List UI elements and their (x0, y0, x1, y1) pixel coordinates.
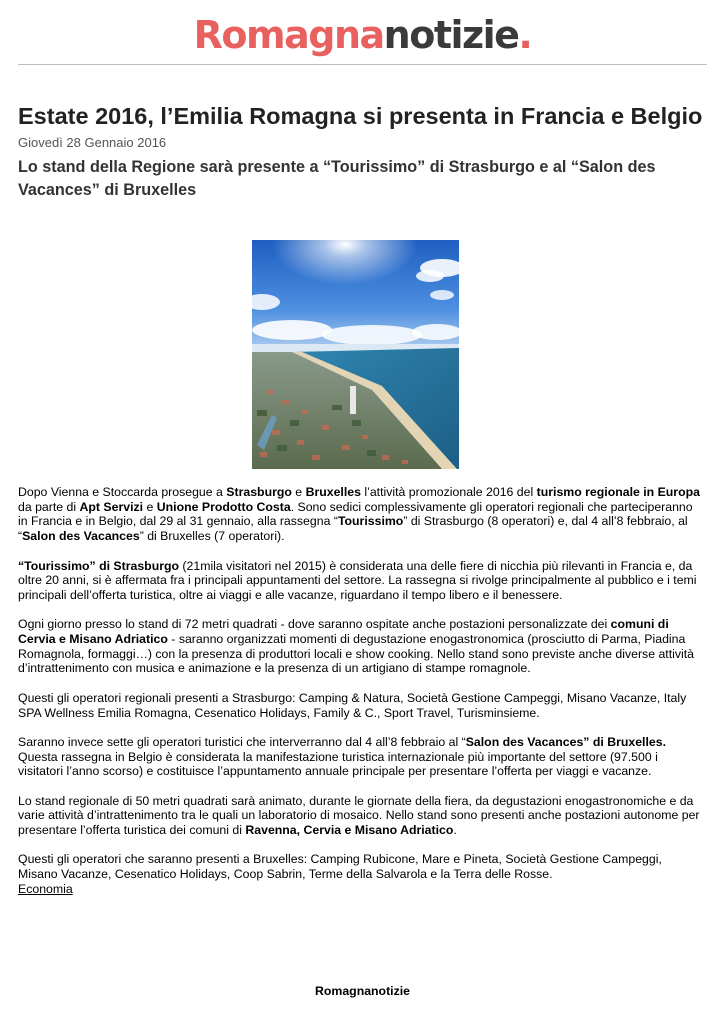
article-subtitle: Lo stand della Regione sarà presente a “Tourissimo” di Strasburgo e al “Salon des Vacances” di Bruxelles (18, 158, 656, 199)
text-run: Saranno invece sette gli operatori turistici che interverranno dal 4 all’8 febbraio al “ (18, 734, 466, 749)
article-body (18, 485, 703, 897)
bold-salon-bruxelles: Salon des Vacances” di Bruxelles. (465, 734, 666, 749)
text-run: e (291, 485, 306, 499)
text-run: Questi gli operatori regionali presenti a Strasburgo: Camping & Natura, Società Gestione Campeggi, Misano Vacanze, Italy SPA Wellness Emilia Romagna, Cesenatico Holidays, Family & C., Sport Travel, Turisminsieme. (18, 690, 687, 720)
text-run: Ogni giorno presso lo stand di 72 metri quadrati - dove saranno ospitate anche postazioni personalizzate dei (18, 617, 611, 632)
text-run: Dopo Vienna e Stoccarda prosegue a (18, 485, 227, 499)
text-run: e (143, 499, 157, 514)
logo-dot: . (518, 13, 532, 57)
article-photo (252, 240, 459, 469)
site-logo[interactable] (0, 10, 725, 60)
text-run: da parte di (18, 499, 80, 514)
header-divider (18, 64, 707, 65)
bold-apt-servizi: Apt Servizi (79, 499, 144, 514)
bold-bruxelles: Bruxelles (305, 485, 361, 499)
article-title: Estate 2016, l’Emilia Romagna si presenta in Francia e Belgio (18, 103, 703, 129)
bold-comuni: comuni di Cervia e Misano Adriatico (18, 617, 669, 646)
text-run: - saranno organizzati momenti di degustazione enogastronomica (prosciutto di Parma, Piadina Romagnola, formaggi…) con la presenza di produttori locali e show cooking. Nello stand sono previste anche diverse attività d’intrattenimento con musica e animazione e la presenza di un artigiano di stampe romagnole. (18, 632, 695, 676)
text-run: (21mila visitatori nel 2015) è considerata una delle fiere di nicchia più rilevanti in Francia e, da oltre 20 anni, si è affermata fra i principali appuntamenti del settore. La rassegna si rivolge principalmente al pubblico e i temi principali dell’offerta turistica, oltre ai viaggi e alle vacanze, riguardano il tempo libero e il benessere. (18, 558, 697, 602)
paragraph-3 (18, 617, 703, 676)
bold-unione-prodotto-costa: Unione Prodotto Costa (156, 499, 291, 514)
aerial-coast-photo-icon (252, 240, 459, 469)
paragraph-4 (18, 691, 703, 720)
paragraph-2 (18, 559, 703, 603)
bold-strasburgo: Strasburgo (226, 485, 292, 499)
text-run: l’attività promozionale 2016 del (360, 485, 537, 499)
text-run: Questa rassegna in Belgio è considerata la manifestazione turistica internazionale più importante del settore (97.500 i visitatori l’anno scorso) e costituisce l’appuntamento annuale principale per presentare l’offerta per viaggi e vacanze. (18, 749, 658, 779)
footer-brand: Romagnanotizie (315, 984, 410, 998)
text-run: . Sono sedici complessivamente gli operatori regionali che parteciperanno in Francia e in Belgio, dal 29 al 31 gennaio, alla rassegna “ (18, 499, 693, 529)
bold-tourissimo: Tourissimo (337, 514, 404, 529)
category-link-economia[interactable]: Economia (18, 881, 73, 896)
text-run: ” di Bruxelles (7 operatori). (139, 529, 285, 544)
text-run: Lo stand regionale di 50 metri quadrati sarà animato, durante le giornate della fiera, da degustazioni enogastronomiche e da varie attività d’intrattenimento tra le quali un laboratorio di mosaico. Nello stand sono presenti anche postazioni autonome per presentare l’offerta turistica dei comuni di (18, 793, 700, 838)
bold-salon-des-vacances: Salon des Vacances (22, 529, 140, 544)
paragraph-1 (18, 485, 703, 544)
paragraph-6 (18, 794, 703, 838)
text-run: Questi gli operatori che saranno presenti a Bruxelles: Camping Rubicone, Mare e Pineta, Società Gestione Campeggi, Misano Vacanze, Cesenatico Holidays, Coop Sabrin, Terme della Salvarola e la Terra delle Rosse. (18, 852, 662, 882)
paragraph-7 (18, 852, 703, 896)
bold-ravenna-cervia-misano: Ravenna, Cervia e Misano Adriatico (245, 823, 454, 838)
paragraph-5 (18, 735, 703, 779)
text-run: . (453, 823, 457, 838)
bold-tourissimo-strasburgo: “Tourissimo” di Strasburgo (18, 558, 180, 573)
bold-turismo-regionale: turismo regionale in Europa (536, 485, 700, 499)
logo-part-notizie: notizie (383, 13, 519, 57)
text-run: ” di Strasburgo (8 operatori) e, dal 4 all’8 febbraio, al “ (18, 514, 688, 544)
article-date: Giovedì 28 Gennaio 2016 (18, 135, 167, 150)
logo-part-romagna: Romagna (193, 13, 384, 57)
